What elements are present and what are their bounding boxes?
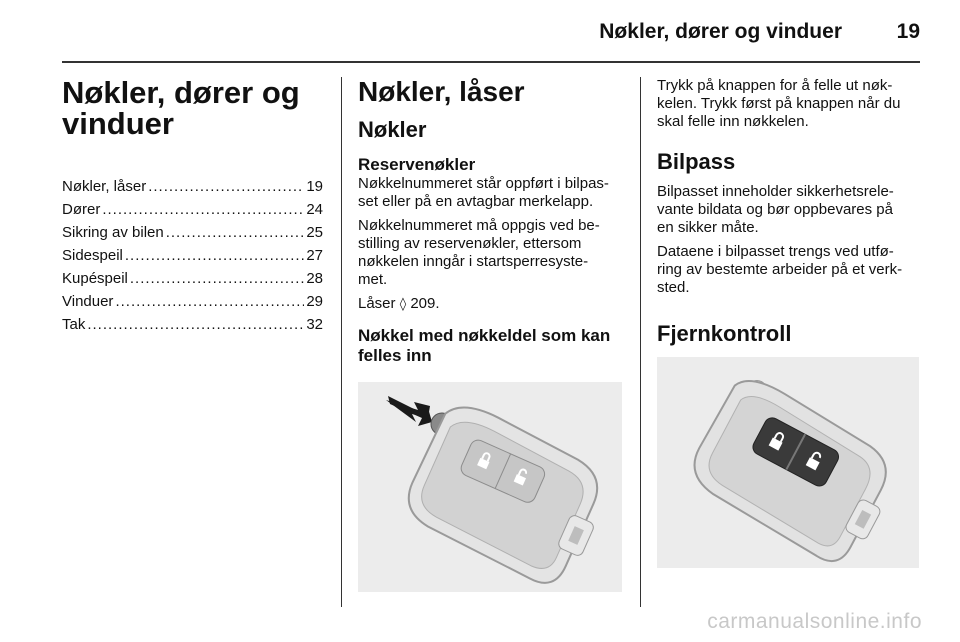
remote-key-svg <box>657 357 919 568</box>
text-line: Nøkkelnummeret må oppgis ved be- <box>358 217 600 234</box>
reserve-keys-paragraph-1 <box>358 175 624 211</box>
toc-entry-page: 32 <box>306 316 323 333</box>
text-line: met. <box>358 271 388 288</box>
chapter-title <box>62 77 322 139</box>
folding-key-paragraph <box>657 77 922 131</box>
toc-entry-label: Dører <box>62 201 101 218</box>
text-line: Dataene i bilpasset trengs ved utfø- <box>657 243 894 260</box>
running-header-title: Nøkler, dører og vinduer <box>599 20 842 43</box>
text-line: Nøkkel med nøkkeldel som kan <box>358 326 611 345</box>
toc-leader-dots <box>87 316 304 333</box>
bilpass-paragraph-1 <box>657 183 922 237</box>
text-line: Trykk på knappen for å felle ut nøk- <box>657 77 893 94</box>
toc-entry-page: 29 <box>306 293 323 310</box>
text-line: Nøkkelnummeret står oppført i bilpas- <box>358 175 609 192</box>
bilpass-paragraph-2 <box>657 243 922 297</box>
text-line: kelen. Trykk først på knappen når du <box>657 95 901 112</box>
remote-key-illustration <box>657 357 919 568</box>
text-line: set eller på en avtagbar merkelapp. <box>358 193 594 210</box>
text-line: skal felle inn nøkkelen. <box>657 113 809 130</box>
remote-control-heading: Fjernkontroll <box>657 321 792 346</box>
toc-entry-label: Tak <box>62 316 86 333</box>
folding-key-svg <box>358 382 622 592</box>
toc-entry-page: 27 <box>306 247 323 264</box>
toc-entry-page: 19 <box>306 178 323 195</box>
text-line: nøkkelen inngår i startsperresyste- <box>358 253 589 270</box>
text-line: Bilpasset inneholder sikkerhetsrele- <box>657 183 894 200</box>
text-line: stilling av reservenøkler, ettersom <box>358 235 582 252</box>
cross-reference-page: 209. <box>410 295 440 312</box>
column-divider <box>341 77 342 607</box>
column-divider <box>640 77 641 607</box>
toc-entry[interactable] <box>62 224 323 247</box>
toc-entry[interactable] <box>62 293 323 316</box>
toc-entry-label: Kupéspeil <box>62 270 128 287</box>
toc-entry-label: Sikring av bilen <box>62 224 164 241</box>
toc-entry-label: Sidespeil <box>62 247 123 264</box>
column-key-card-remote <box>657 77 922 568</box>
reserve-keys-heading: Reservenøkler <box>358 155 476 174</box>
toc-entry-page: 25 <box>306 224 323 241</box>
table-of-contents <box>62 178 323 339</box>
bilpass-heading: Bilpass <box>657 149 736 174</box>
toc-entry[interactable] <box>62 201 323 224</box>
toc-leader-dots <box>148 178 304 195</box>
toc-entry-label: Vinduer <box>62 293 114 310</box>
chapter-title-line1: Nøkler, dører og <box>62 75 300 110</box>
toc-leader-dots <box>102 201 304 218</box>
toc-leader-dots <box>130 270 304 287</box>
folding-key-illustration <box>358 382 622 592</box>
reserve-keys-paragraph-2 <box>358 217 624 289</box>
toc-entry[interactable] <box>62 270 323 293</box>
section-heading: Nøkler, låser <box>358 76 525 107</box>
text-line: en sikker måte. <box>657 219 759 236</box>
cross-reference-label: Låser <box>358 295 396 312</box>
text-line: vante bildata og bør oppbevares på <box>657 201 893 218</box>
toc-entry[interactable] <box>62 178 323 201</box>
toc-entry-page: 24 <box>306 201 323 218</box>
column-keys-locks <box>358 77 624 592</box>
page-reference-icon: ◊ <box>399 297 407 312</box>
toc-leader-dots <box>115 293 304 310</box>
text-line: felles inn <box>358 346 432 365</box>
text-line: sted. <box>657 279 690 296</box>
toc-entry-page: 28 <box>306 270 323 287</box>
toc-entry[interactable] <box>62 247 323 270</box>
text-line: ring av bestemte arbeider på et verk- <box>657 261 903 278</box>
toc-entry[interactable] <box>62 316 323 339</box>
chapter-title-line2: vinduer <box>62 106 174 141</box>
subsection-heading: Nøkler <box>358 117 427 142</box>
watermark: carmanualsonline.info <box>707 610 922 633</box>
folding-key-heading <box>358 326 624 366</box>
toc-leader-dots <box>125 247 304 264</box>
cross-reference[interactable] <box>358 295 624 314</box>
toc-leader-dots <box>166 224 305 241</box>
page-number: 19 <box>896 20 920 43</box>
header-rule <box>62 61 920 63</box>
toc-entry-label: Nøkler, låser <box>62 178 147 195</box>
